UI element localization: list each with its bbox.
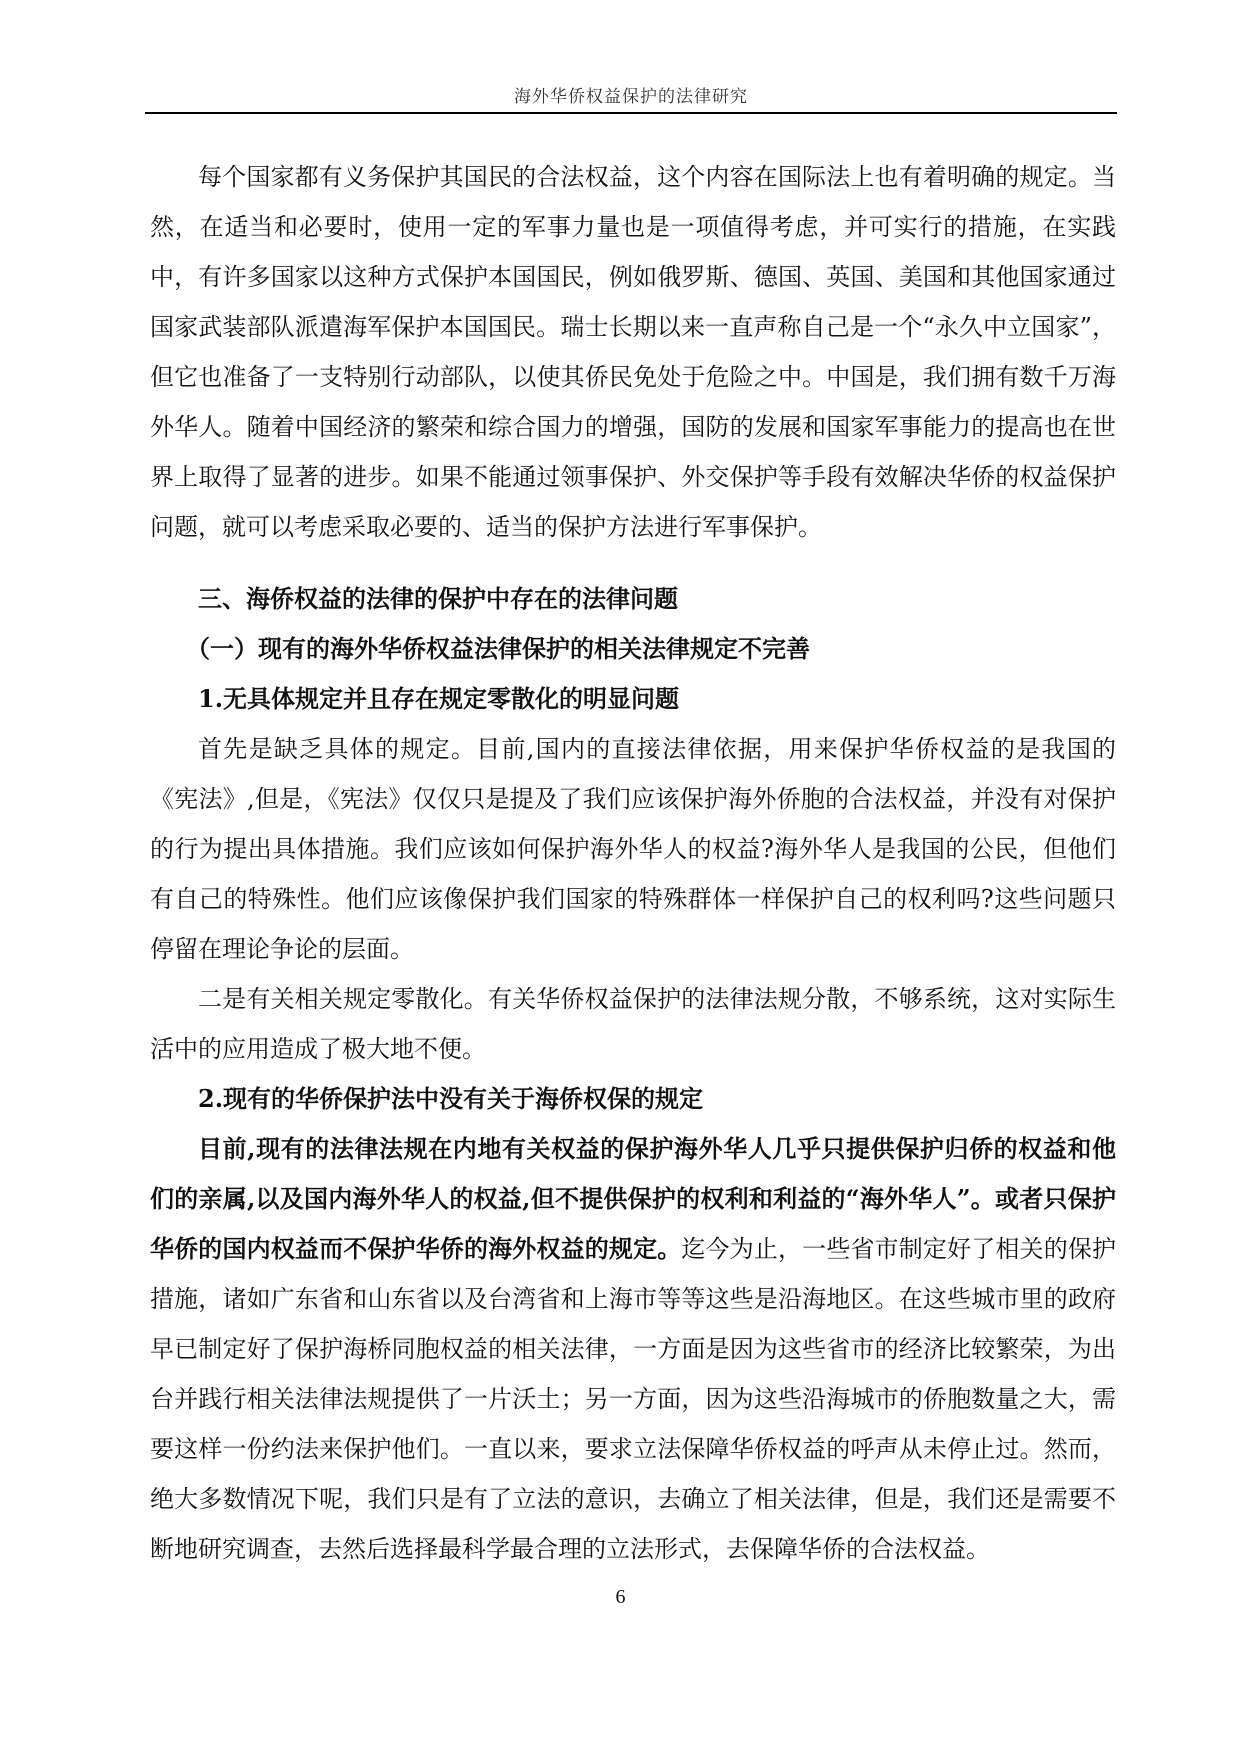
paragraph-current-law-bold: 目前,现有的法律法规在内地有关权益的保护海外华人几乎只提供保护归侨的权益和他们的亲属,以及国内海外华人的权益,但不提供保护的权利和利益的“海外华人”。或者只保护华侨的国内权益而不保护华侨的海外权益的规定。 bbox=[150, 1134, 1116, 1263]
item-heading-1: 1.无具体规定并且存在规定零散化的明显问题 bbox=[198, 684, 680, 713]
page-number: 6 bbox=[615, 1586, 626, 1608]
section-spacer bbox=[150, 552, 1116, 574]
subsection-heading-1: （一）现有的海外华侨权益法律保护的相关法律规定不完善 bbox=[186, 634, 810, 663]
page-body bbox=[150, 152, 1116, 1574]
paragraph-lack-of-provisions: 首先是缺乏具体的规定。目前,国内的直接法律依据，用来保护华侨权益的是我国的《宪法》,但是，《宪法》仅仅只是提及了我们应该保护海外侨胞的合法权益，并没有对保护的行为提出具体措施。我们应该如何保护海外华人的权益?海外华人是我国的公民，但他们有自己的特殊性。他们应该像保护我们国家的特殊群体一样保护自己的权利吗?这些问题只停留在理论争论的层面。 bbox=[150, 735, 1116, 963]
running-title: 海外华侨权益保护的法律研究 bbox=[514, 87, 748, 107]
section-heading-3: 三、海侨权益的法律的保护中存在的法律问题 bbox=[198, 584, 678, 613]
running-header bbox=[145, 82, 1117, 114]
paragraph-fragmentation: 二是有关相关规定零散化。有关华侨权益保护的法律法规分散，不够系统，这对实际生活中的应用造成了极大地不便。 bbox=[150, 985, 1116, 1063]
paragraph-current-law bbox=[150, 1124, 1116, 1574]
paragraph-current-law-rest: 迄今为止，一些省市制定好了相关的保护措施，诸如广东省和山东省以及台湾省和上海市等等这些是沿海地区。在这些城市里的政府早已制定好了保护海桥同胞权益的相关法律，一方面是因为这些省市的经济比较繁荣，为出台并践行相关法律法规提供了一片沃土；另一方面，因为这些沿海城市的侨胞数量之大，需要这样一份约法来保护他们。一直以来，要求立法保障华侨权益的呼声从未停止过。然而，绝大多数情况下呢，我们只是有了立法的意识，去确立了相关法律，但是，我们还是需要不断地研究调查，去然后选择最科学最合理的立法形式，去保障华侨的合法权益。 bbox=[150, 1235, 1117, 1563]
item-heading-2: 2.现有的华侨保护法中没有关于海侨权保的规定 bbox=[198, 1084, 704, 1113]
paragraph-military-protection: 每个国家都有义务保护其国民的合法权益，这个内容在国际法上也有着明确的规定。当然，在适当和必要时，使用一定的军事力量也是一项值得考虑，并可实行的措施，在实践中，有许多国家以这种方式保护本国国民，例如俄罗斯、德国、英国、美国和其他国家通过国家武装部队派遣海军保护本国国民。瑞士长期以来一直声称自己是一个“永久中立国家”，但它也准备了一支特别行动部队，以使其侨民免处于危险之中。中国是，我们拥有数千万海外华人。随着中国经济的繁荣和综合国力的增强，国防的发展和国家军事能力的提高也在世界上取得了显著的进步。如果不能通过领事保护、外交保护等手段有效解决华侨的权益保护问题，就可以考虑采取必要的、适当的保护方法进行军事保护。 bbox=[150, 163, 1116, 541]
